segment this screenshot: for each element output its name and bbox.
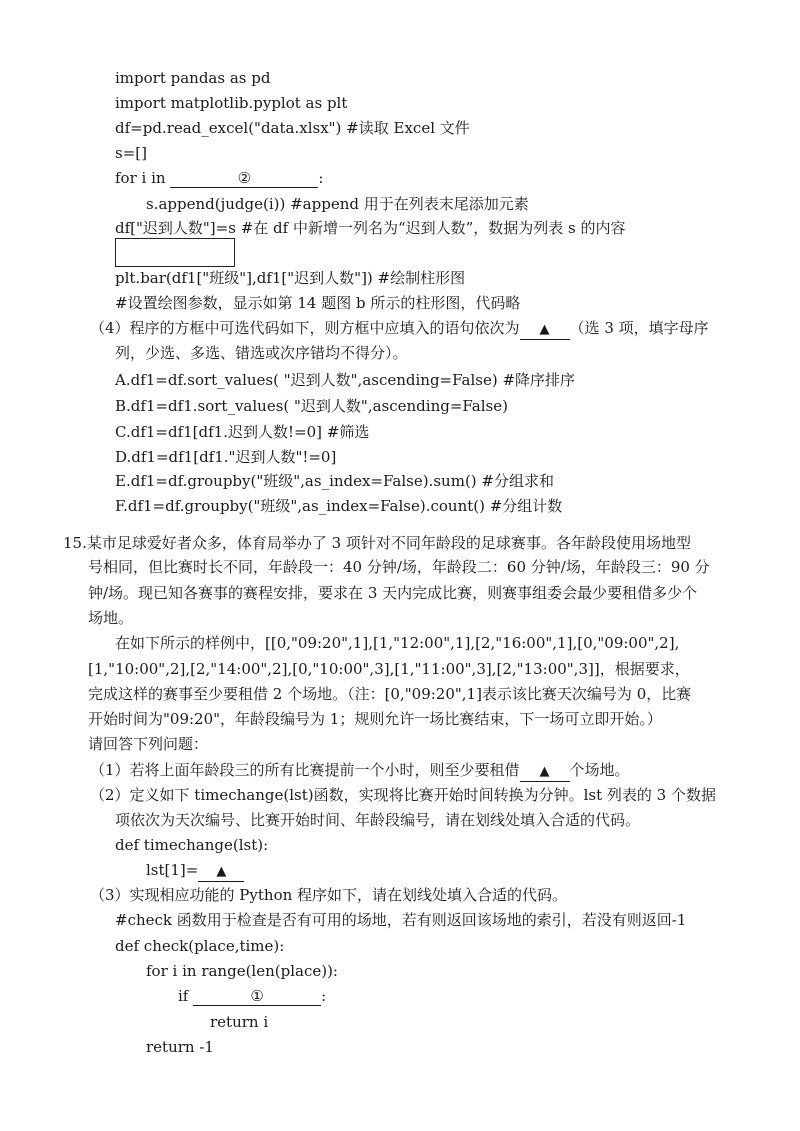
question-15-text: 在如下所示的样例中，[[0,"09:20",1],[1,"12:00",1],[2,"16:00",1],[0,"09:00",2], — [115, 634, 680, 652]
code-line: s=[] — [115, 144, 147, 162]
code-line: import pandas as pd — [115, 69, 271, 87]
answer-blank[interactable]: ② — [170, 169, 318, 188]
option-e: E.df1=df.groupby("班级",as_index=False).sum() #分组求和 — [115, 472, 554, 490]
question-15-text: [1,"10:00",2],[2,"14:00",2],[0,"10:00",3],[1,"11:00",3],[2,"13:00",3]]，根据要求， — [88, 660, 690, 678]
subquestion-1 — [90, 760, 630, 782]
triangle-icon: ▲ — [539, 322, 550, 337]
answer-blank[interactable] — [520, 761, 570, 782]
question-15-text: 15.某市足球爱好者众多，体育局举办了 3 项针对不同年龄段的足球赛事。各年龄段使用场地型 — [63, 534, 691, 552]
question-4-line — [90, 318, 709, 340]
question-text: 个场地。 — [569, 761, 630, 779]
code-line: def check(place,time): — [115, 937, 285, 955]
code-line: for i in range(len(place)): — [146, 962, 338, 980]
question-text: 列，少选、多选、错选或次序错均不得分）。 — [115, 344, 408, 362]
code-line: import matplotlib.pyplot as plt — [115, 94, 348, 112]
code-line — [146, 860, 244, 882]
question-text: 项依次为天次编号、比赛开始时间、年龄段编号，请在划线处填入合适的代码。 — [115, 811, 641, 829]
question-15-text: 钟/场。现已知各赛事的赛程安排，要求在 3 天内完成比赛，则赛事组委会最少要租借多少个 — [88, 584, 698, 602]
answer-blank[interactable] — [198, 861, 244, 882]
answer-blank[interactable]: ① — [193, 987, 321, 1006]
code-text: lst[1]= — [146, 861, 199, 879]
code-line: def timechange(lst): — [115, 836, 269, 854]
code-line-for — [115, 168, 323, 188]
code-line-if — [178, 986, 326, 1006]
option-c: C.df1=df1[df1.迟到人数!=0] #筛选 — [115, 423, 370, 441]
code-comment: #设置绘图参数，显示如第 14 题图 b 所示的柱形图，代码略 — [115, 294, 521, 312]
code-line: s.append(judge(i)) #append 用于在列表末尾添加元素 — [146, 195, 529, 213]
question-text: （4）程序的方框中可选代码如下，则方框中应填入的语句依次为 — [90, 319, 520, 337]
code-line: df["迟到人数"]=s #在 df 中新增一列名为“迟到人数”，数据为列表 s 的内容 — [115, 219, 626, 237]
option-a: A.df1=df.sort_values( "迟到人数",ascending=False) #降序排序 — [115, 371, 576, 389]
question-15-text: 场地。 — [88, 609, 134, 627]
code-line: return -1 — [146, 1038, 214, 1056]
code-text: : — [321, 987, 327, 1005]
code-comment: #check 函数用于检查是否有可用的场地，若有则返回该场地的索引，若没有则返回-1 — [115, 911, 687, 929]
option-b: B.df1=df1.sort_values( "迟到人数",ascending=False) — [115, 397, 508, 415]
question-text: （1）若将上面年龄段三的所有比赛提前一个小时，则至少要租借 — [90, 761, 520, 779]
option-f: F.df1=df.groupby("班级",as_index=False).count() #分组计数 — [115, 497, 563, 515]
question-15-text: 开始时间为"09:20"，年龄段编号为 1；规则允许一场比赛结束，下一场可立即开始。） — [88, 710, 662, 728]
code-line: return i — [210, 1013, 269, 1031]
triangle-icon: ▲ — [539, 764, 550, 779]
answer-blank[interactable] — [520, 319, 570, 340]
question-15-text: 号相同，但比赛时长不同，年龄段一：40 分钟/场，年龄段二：60 分钟/场，年龄段三：90 分 — [88, 558, 710, 576]
code-text: for i in — [115, 169, 166, 187]
code-text: if — [178, 987, 189, 1005]
question-text: （选 3 项，填字母序 — [569, 319, 709, 337]
subquestion-2: （2）定义如下 timechange(lst)函数，实现将比赛开始时间转换为分钟。lst 列表的 3 个数据 — [90, 786, 716, 804]
question-15-text: 完成这样的赛事至少要租借 2 个场地。（注：[0,"09:20",1]表示该比赛天次编号为 0，比赛 — [88, 685, 692, 703]
code-line: plt.bar(df1["班级"],df1["迟到人数"]) #绘制柱形图 — [115, 269, 466, 287]
option-d: D.df1=df1[df1."迟到人数"!=0] — [115, 448, 337, 466]
code-line: df=pd.read_excel("data.xlsx") #读取 Excel 文件 — [115, 119, 470, 137]
code-text: : — [318, 169, 324, 187]
subquestion-3: （3）实现相应功能的 Python 程序如下，请在划线处填入合适的代码。 — [90, 886, 568, 904]
question-15-text: 请回答下列问题： — [88, 735, 209, 753]
code-fill-box[interactable] — [115, 238, 235, 267]
triangle-icon: ▲ — [216, 864, 227, 879]
